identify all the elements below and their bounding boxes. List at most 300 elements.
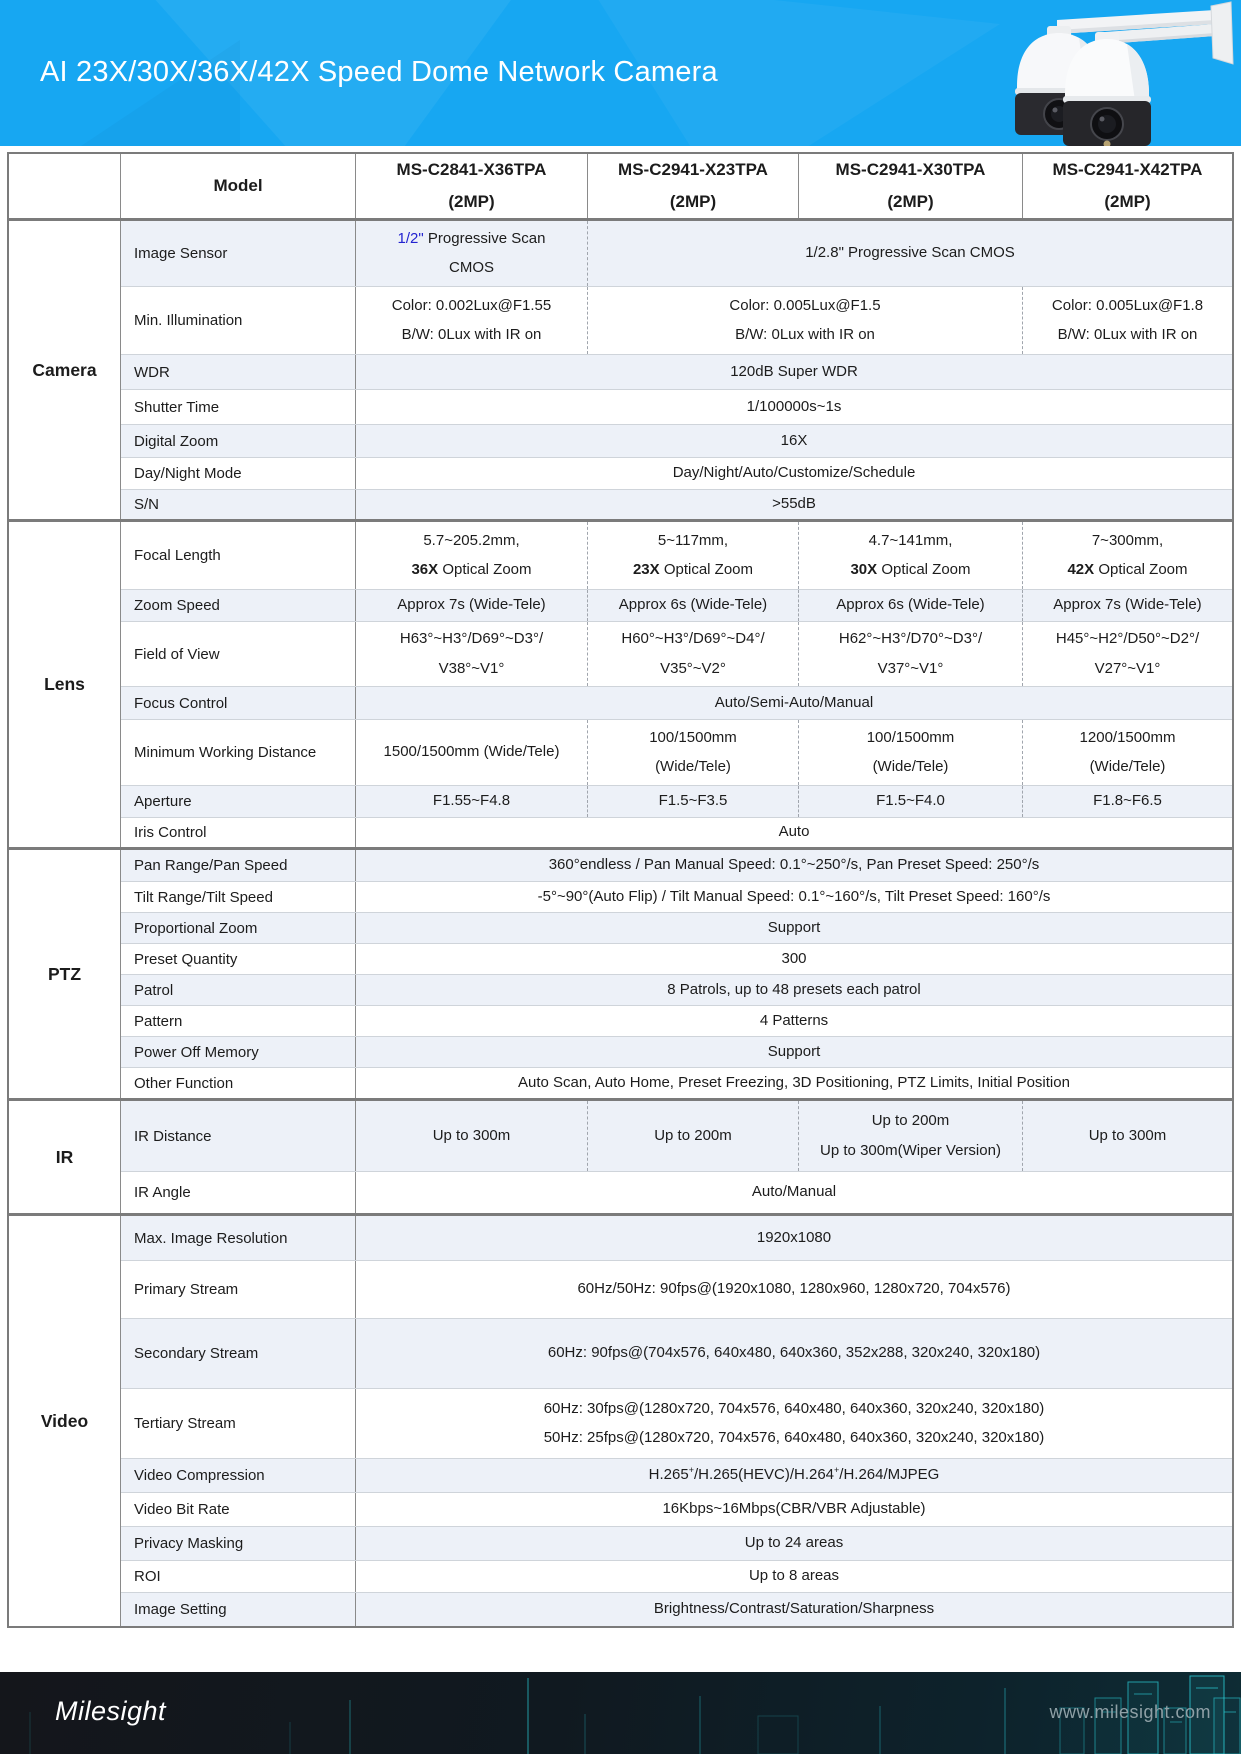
cell-line xyxy=(577,1279,1010,1299)
cell-text: Approx 7s (Wide-Tele) xyxy=(1053,596,1202,614)
cell-text: 8 Patrols, up to 48 presets each patrol xyxy=(667,980,921,998)
cell-line xyxy=(619,595,767,615)
cell-text: (2MP) xyxy=(1104,191,1151,211)
cell-text: 1920x1080 xyxy=(756,1228,832,1246)
cell-text: 100/1500mm xyxy=(649,728,737,746)
model-column-header xyxy=(356,154,587,218)
cell-line xyxy=(749,1566,839,1586)
row-label: Patrol xyxy=(121,975,356,1005)
row-cells xyxy=(356,1006,1232,1036)
cell-text: Up to 8 areas xyxy=(748,1567,840,1585)
category-cell-camera: Camera xyxy=(9,221,121,519)
row-label: Day/Night Mode xyxy=(121,458,356,489)
cell-line xyxy=(1095,659,1161,679)
spec-cell xyxy=(356,1068,1232,1098)
spec-cell xyxy=(356,1037,1232,1067)
row-cells xyxy=(356,1216,1232,1260)
cell-line xyxy=(449,258,494,278)
cell-line xyxy=(397,595,545,615)
cell-line xyxy=(655,757,731,777)
cell-line xyxy=(654,1599,934,1619)
spec-cell xyxy=(1022,287,1232,354)
cell-text: Day/Night/Auto/Customize/Schedule xyxy=(672,464,916,482)
row-cells xyxy=(356,850,1232,881)
cell-line xyxy=(654,1126,732,1146)
spec-cell xyxy=(587,720,798,785)
cell-text: (Wide/Tele) xyxy=(872,758,949,775)
cell-text: 1500/1500mm (Wide/Tele) xyxy=(383,743,560,761)
row-label: Primary Stream xyxy=(121,1261,356,1318)
category-cell-lens: Lens xyxy=(9,522,121,847)
cell-line xyxy=(398,229,546,249)
cell-line xyxy=(658,531,728,551)
cell-text: H63°~H3°/D69°~D3°/ xyxy=(399,630,544,648)
spec-cell xyxy=(356,522,587,589)
spec-cell xyxy=(1022,720,1232,785)
cell-line xyxy=(1092,531,1163,551)
spec-cell xyxy=(1022,522,1232,589)
cell-line xyxy=(660,659,726,679)
cell-line xyxy=(544,1399,1045,1419)
spec-cell xyxy=(356,1561,1232,1592)
cell-line xyxy=(747,397,842,417)
row-cells xyxy=(356,1172,1232,1213)
section-rows xyxy=(121,522,1232,847)
row-cells xyxy=(356,1389,1232,1458)
cell-line xyxy=(781,431,808,451)
row-cells xyxy=(356,1527,1232,1560)
spec-cell xyxy=(356,390,1232,424)
row-label: Proportional Zoom xyxy=(121,913,356,943)
milesight-logo: Milesight xyxy=(55,1696,167,1726)
cell-line xyxy=(781,949,806,969)
cell-line xyxy=(1053,595,1201,615)
cell-text: (2MP) xyxy=(669,191,717,211)
cell-line xyxy=(1067,560,1187,580)
cell-text: CMOS xyxy=(449,259,494,276)
cell-line xyxy=(402,325,542,345)
row-cells xyxy=(356,355,1232,389)
cell-line xyxy=(729,296,880,316)
row-label: Tilt Range/Tilt Speed xyxy=(121,882,356,912)
cell-text: V27°~V1° xyxy=(1094,659,1161,677)
spec-cell xyxy=(356,590,587,621)
row-cells xyxy=(356,913,1232,943)
cell-text: (Wide/Tele) xyxy=(1089,758,1166,775)
row-cells xyxy=(356,1037,1232,1067)
spec-row xyxy=(121,817,1232,847)
cell-text: B/W: 0Lux with IR on xyxy=(401,326,542,343)
row-label: WDR xyxy=(121,355,356,389)
row-label: Power Off Memory xyxy=(121,1037,356,1067)
row-label: Zoom Speed xyxy=(121,590,356,621)
header-banner xyxy=(0,0,1241,146)
row-label: Digital Zoom xyxy=(121,425,356,457)
row-cells xyxy=(356,590,1232,621)
row-label: Image Sensor xyxy=(121,221,356,286)
cell-text: Auto/Semi-Auto/Manual xyxy=(714,693,874,711)
row-label: Focus Control xyxy=(121,687,356,719)
spec-cell xyxy=(587,221,1232,286)
spec-cell xyxy=(798,622,1022,686)
cell-line xyxy=(836,159,986,182)
cell-line xyxy=(448,191,494,214)
cell-line xyxy=(839,629,982,649)
row-label: Field of View xyxy=(121,622,356,686)
cell-text: F1.8~F6.5 xyxy=(1093,792,1162,810)
cell-line xyxy=(411,560,531,580)
spec-cell xyxy=(356,850,1232,881)
cell-line xyxy=(633,560,753,580)
section-rows xyxy=(121,1216,1232,1626)
cell-line xyxy=(1080,728,1176,748)
row-cells xyxy=(356,687,1232,719)
spec-row xyxy=(121,1171,1232,1213)
cell-line xyxy=(1104,191,1150,214)
row-cells xyxy=(356,720,1232,785)
spec-cell xyxy=(798,1101,1022,1171)
cell-text: Up to 200m xyxy=(654,1126,732,1144)
spec-row xyxy=(121,1318,1232,1388)
cell-line xyxy=(757,1228,831,1248)
spec-row xyxy=(121,1036,1232,1067)
cell-text: Up to 24 areas xyxy=(744,1534,844,1552)
row-cells xyxy=(356,975,1232,1005)
cell-line xyxy=(735,325,875,345)
section-ptz xyxy=(9,847,1232,1098)
spec-cell xyxy=(587,287,1022,354)
cell-line xyxy=(659,791,728,811)
section-ir xyxy=(9,1098,1232,1213)
spec-row xyxy=(121,1260,1232,1318)
spec-cell xyxy=(1022,786,1232,817)
section-rows xyxy=(121,221,1232,519)
cell-line xyxy=(867,728,955,748)
cell-line xyxy=(715,693,873,713)
spec-row xyxy=(121,1492,1232,1526)
cell-text: 1/2.8" Progressive Scan CMOS xyxy=(805,244,1015,262)
cell-text: Approx 6s (Wide-Tele) xyxy=(836,596,985,614)
cell-line xyxy=(1090,757,1166,777)
cell-line xyxy=(820,1141,1001,1161)
row-label: Tertiary Stream xyxy=(121,1389,356,1458)
row-cells xyxy=(356,818,1232,847)
cell-text: -5°~90°(Auto Flip) / Tilt Manual Speed: 0.1°~160°/s, Tilt Preset Speed: 160°/s xyxy=(537,887,1051,905)
cell-text: V37°~V1° xyxy=(877,659,944,677)
model-column-header xyxy=(798,154,1022,218)
spec-cell xyxy=(356,490,1232,519)
section-lens xyxy=(9,519,1232,847)
spec-cell xyxy=(356,221,587,286)
category-cell-ir: IR xyxy=(9,1101,121,1213)
cell-line xyxy=(439,659,505,679)
cell-text: 4.7~141mm, xyxy=(868,531,953,549)
row-label: Shutter Time xyxy=(121,390,356,424)
cell-text: 23X xyxy=(632,561,660,578)
cell-text: 360°endless / Pan Manual Speed: 0.1°~250°/s, Pan Preset Speed: 250°/s xyxy=(548,856,1040,874)
spec-cell xyxy=(356,1172,1232,1213)
cell-text: 60Hz: 90fps@(704x576, 640x480, 640x360, 352x288, 320x240, 320x180) xyxy=(547,1344,1041,1362)
cell-text: H62°~H3°/D70°~D3°/ xyxy=(838,630,983,648)
cell-text: 60Hz: 30fps@(1280x720, 704x576, 640x480, 640x360, 320x240, 320x180) xyxy=(543,1399,1045,1417)
spec-row xyxy=(121,1560,1232,1592)
cell-line xyxy=(878,659,944,679)
cell-text: H60°~H3°/D69°~D4°/ xyxy=(621,630,765,648)
cell-line xyxy=(400,629,543,649)
cell-text: Optical Zoom xyxy=(659,561,754,578)
spec-cell xyxy=(587,522,798,589)
cell-text: 120dB Super WDR xyxy=(730,362,858,380)
spec-row xyxy=(121,621,1232,686)
row-cells xyxy=(356,1261,1232,1318)
row-cells xyxy=(356,221,1232,286)
row-cells xyxy=(356,287,1232,354)
spec-row xyxy=(121,424,1232,457)
spec-cell xyxy=(798,522,1022,589)
row-cells xyxy=(356,522,1232,589)
spec-row xyxy=(121,974,1232,1005)
cell-text: Up to 200m xyxy=(871,1112,950,1130)
dome-cameras-image xyxy=(911,0,1241,146)
row-label: IR Angle xyxy=(121,1172,356,1213)
cell-line xyxy=(752,1182,836,1202)
cell-text: F1.5~F3.5 xyxy=(658,792,728,810)
row-label: IR Distance xyxy=(121,1101,356,1171)
spec-cell xyxy=(587,786,798,817)
cell-line xyxy=(887,191,933,214)
cell-line xyxy=(1093,791,1162,811)
cell-line xyxy=(768,918,821,938)
cell-line xyxy=(869,531,953,551)
spec-row xyxy=(121,719,1232,785)
spec-row xyxy=(121,881,1232,912)
cell-text: 60Hz/50Hz: 90fps@(1920x1080, 1280x960, 1280x720, 704x576) xyxy=(577,1280,1011,1298)
cell-text: /H.265(HEVC)/H.264 xyxy=(693,1466,835,1484)
cell-text: + xyxy=(688,1465,694,1476)
spec-row xyxy=(121,850,1232,881)
cell-text: Auto Scan, Auto Home, Preset Freezing, 3D Positioning, PTZ Limits, Initial Position xyxy=(518,1073,1070,1091)
cell-text: /H.264/MJPEG xyxy=(839,1466,940,1484)
cell-text: MS-C2941-X42TPA xyxy=(1052,159,1203,179)
cell-text: >55dB xyxy=(772,495,816,513)
cell-text: F1.5~F4.0 xyxy=(876,792,945,810)
spec-row xyxy=(121,943,1232,974)
row-cells xyxy=(356,1459,1232,1492)
row-label: Aperture xyxy=(121,786,356,817)
row-cells xyxy=(356,458,1232,489)
cell-text: Up to 300m(Wiper Version) xyxy=(820,1141,1001,1159)
spec-row xyxy=(121,286,1232,354)
spec-row xyxy=(121,1005,1232,1036)
spec-cell xyxy=(356,355,1232,389)
cell-text: 1/100000s~1s xyxy=(746,397,842,415)
spec-table xyxy=(7,152,1234,1628)
cell-text: 5~117mm, xyxy=(657,531,729,549)
spec-cell xyxy=(1022,622,1232,686)
cell-text: Color: 0.002Lux@F1.55 xyxy=(391,296,552,314)
spec-row xyxy=(121,1458,1232,1492)
spec-cell xyxy=(587,590,798,621)
cell-line xyxy=(384,742,560,762)
spec-cell xyxy=(356,913,1232,943)
spec-row xyxy=(121,589,1232,621)
spec-row xyxy=(121,522,1232,589)
cell-text: Color: 0.005Lux@F1.8 xyxy=(1051,296,1204,314)
cell-text: H.265 xyxy=(648,1466,689,1484)
row-cells xyxy=(356,882,1232,912)
spec-cell xyxy=(356,458,1232,489)
cell-text: Approx 6s (Wide-Tele) xyxy=(618,596,768,614)
cell-text: MS-C2941-X30TPA xyxy=(835,159,986,179)
row-cells xyxy=(356,1068,1232,1098)
row-cells xyxy=(356,490,1232,519)
spec-cell xyxy=(798,786,1022,817)
cell-text: Optical Zoom xyxy=(1094,561,1188,578)
cell-text: 5.7~205.2mm, xyxy=(423,531,520,549)
spec-cell xyxy=(356,1493,1232,1526)
spec-cell xyxy=(356,882,1232,912)
cell-line xyxy=(518,1073,1070,1093)
cell-text: 300 xyxy=(781,949,807,967)
row-label: Preset Quantity xyxy=(121,944,356,974)
row-label: Other Function xyxy=(121,1068,356,1098)
cell-text: B/W: 0Lux with IR on xyxy=(735,326,875,343)
cell-line xyxy=(850,560,970,580)
cell-line xyxy=(667,980,920,1000)
cell-line xyxy=(392,296,552,316)
row-cells xyxy=(356,1561,1232,1592)
cell-text: Auto xyxy=(778,823,810,841)
cell-text: 4 Patterns xyxy=(759,1011,829,1029)
cell-line xyxy=(670,191,716,214)
spec-cell xyxy=(1022,1101,1232,1171)
cell-line xyxy=(876,791,945,811)
spec-cell xyxy=(356,1389,1232,1458)
spec-cell xyxy=(356,818,1232,847)
spec-row xyxy=(121,686,1232,719)
row-label: Privacy Masking xyxy=(121,1527,356,1560)
cell-text: Support xyxy=(767,918,821,936)
spec-cell xyxy=(798,720,1022,785)
cell-line xyxy=(662,1499,925,1519)
cell-text: 16Kbps~16Mbps(CBR/VBR Adjustable) xyxy=(662,1500,926,1518)
spec-cell xyxy=(356,1593,1232,1626)
header-corner-cell xyxy=(9,154,121,218)
spec-cell xyxy=(356,1527,1232,1560)
cell-text: Up to 300m xyxy=(432,1126,511,1144)
row-label: Pan Range/Pan Speed xyxy=(121,850,356,881)
spec-cell xyxy=(356,687,1232,719)
cell-text: Auto/Manual xyxy=(751,1183,837,1201)
row-label: Focal Length xyxy=(121,522,356,589)
spec-row xyxy=(121,912,1232,943)
spec-row xyxy=(121,1592,1232,1626)
cell-text: V38°~V1° xyxy=(438,659,505,677)
spec-cell xyxy=(587,622,798,686)
cell-text: (2MP) xyxy=(448,191,495,211)
spec-cell xyxy=(356,1216,1232,1260)
row-label: Video Compression xyxy=(121,1459,356,1492)
spec-cell xyxy=(356,1319,1232,1388)
cell-line xyxy=(1052,296,1203,316)
spec-cell xyxy=(587,1101,798,1171)
cell-text: 100/1500mm xyxy=(866,728,955,746)
section-rows xyxy=(121,850,1232,1098)
spec-cell xyxy=(356,287,587,354)
row-label: ROI xyxy=(121,1561,356,1592)
cell-line xyxy=(433,1126,511,1146)
row-label: Image Setting xyxy=(121,1593,356,1626)
spec-row xyxy=(121,1067,1232,1098)
row-label: Secondary Stream xyxy=(121,1319,356,1388)
row-label: Iris Control xyxy=(121,818,356,847)
row-label: Pattern xyxy=(121,1006,356,1036)
table-header-row xyxy=(9,154,1232,218)
cell-text: H45°~H2°/D50°~D2°/ xyxy=(1055,630,1200,648)
spec-cell xyxy=(356,720,587,785)
cell-line xyxy=(836,595,984,615)
cell-line xyxy=(1058,325,1198,345)
spec-row xyxy=(121,1388,1232,1458)
model-columns xyxy=(356,154,1232,218)
row-cells xyxy=(356,944,1232,974)
spec-row xyxy=(121,1526,1232,1560)
row-cells xyxy=(356,1101,1232,1171)
model-header-label: Model xyxy=(121,154,356,218)
cell-line xyxy=(872,1111,950,1131)
row-cells xyxy=(356,622,1232,686)
model-column-header xyxy=(587,154,798,218)
page-title: AI 23X/30X/36X/42X Speed Dome Network Camera xyxy=(40,56,718,88)
cell-line xyxy=(768,1042,821,1062)
row-cells xyxy=(356,425,1232,457)
cell-text: (2MP) xyxy=(887,191,934,211)
cell-text: Optical Zoom xyxy=(438,561,532,578)
cell-line xyxy=(1056,629,1199,649)
spec-cell xyxy=(356,622,587,686)
cell-line xyxy=(618,159,768,182)
spec-cell xyxy=(356,944,1232,974)
cell-text: (Wide/Tele) xyxy=(655,758,731,775)
cell-line xyxy=(549,855,1040,875)
cell-text: V35°~V2° xyxy=(660,659,726,677)
cell-text: Support xyxy=(767,1042,821,1060)
spec-row xyxy=(121,354,1232,389)
cell-line xyxy=(548,1343,1040,1363)
cell-text: + xyxy=(834,1465,840,1476)
cell-line xyxy=(730,362,858,382)
spec-row xyxy=(121,785,1232,817)
model-column-header xyxy=(1022,154,1232,218)
cell-line xyxy=(1089,1126,1167,1146)
cell-line xyxy=(673,463,916,483)
row-cells xyxy=(356,1319,1232,1388)
cell-text: Brightness/Contrast/Saturation/Sharpness xyxy=(653,1600,935,1618)
row-label: S/N xyxy=(121,490,356,519)
row-label: Minimum Working Distance xyxy=(121,720,356,785)
row-label: Video Bit Rate xyxy=(121,1493,356,1526)
section-rows xyxy=(121,1101,1232,1213)
cell-text: 7~300mm, xyxy=(1091,531,1164,549)
cell-line xyxy=(873,757,949,777)
cell-line xyxy=(649,1465,940,1485)
cell-text: MS-C2941-X23TPA xyxy=(618,159,768,179)
row-label: Min. Illumination xyxy=(121,287,356,354)
cell-text: 1200/1500mm xyxy=(1079,728,1176,746)
row-cells xyxy=(356,1493,1232,1526)
cell-line xyxy=(433,791,510,811)
spec-cell xyxy=(356,1101,587,1171)
